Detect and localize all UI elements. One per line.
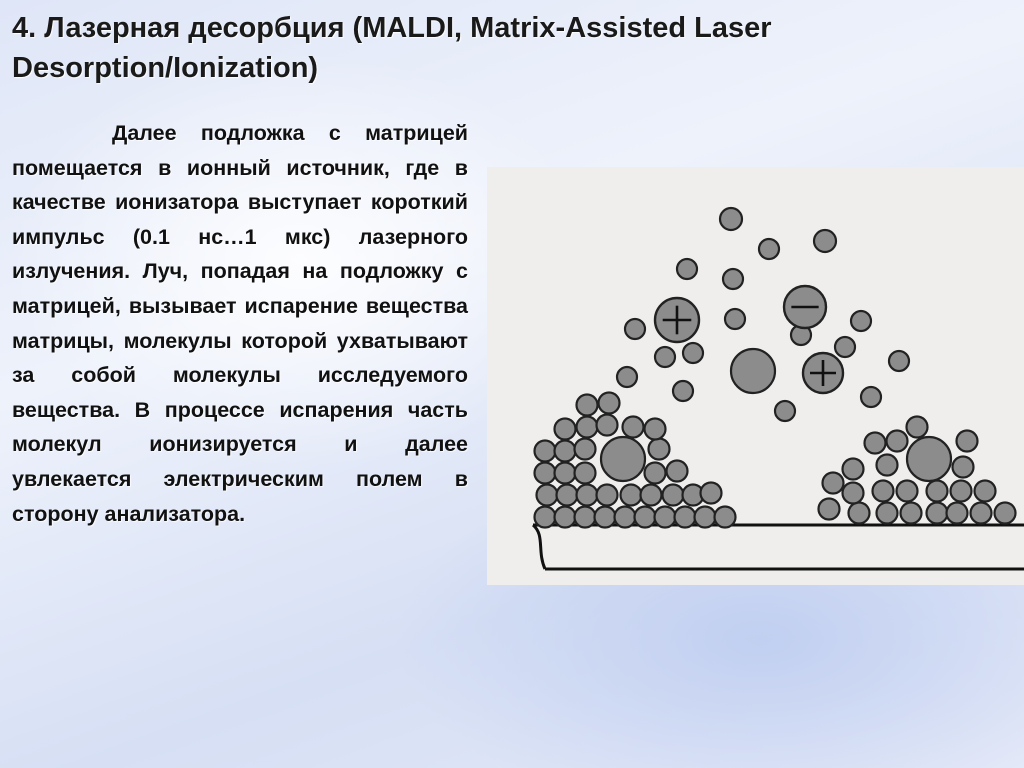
matrix-molecule bbox=[849, 503, 870, 524]
desorbed-molecule bbox=[625, 319, 645, 339]
matrix-molecule bbox=[641, 485, 662, 506]
positive-ion-icon bbox=[655, 298, 699, 342]
matrix-molecule bbox=[843, 483, 864, 504]
matrix-molecule bbox=[877, 455, 898, 476]
desorbed-molecule bbox=[851, 311, 871, 331]
analyte-molecule bbox=[601, 437, 645, 481]
desorbed-molecule bbox=[889, 351, 909, 371]
desorbed-molecule bbox=[617, 367, 637, 387]
matrix-molecule bbox=[843, 459, 864, 480]
matrix-molecule bbox=[577, 417, 598, 438]
desorbed-molecule bbox=[655, 347, 675, 367]
matrix-molecule bbox=[555, 441, 576, 462]
matrix-molecule bbox=[695, 507, 716, 528]
matrix-molecule bbox=[873, 481, 894, 502]
matrix-molecule bbox=[663, 485, 684, 506]
analyte-molecule bbox=[907, 437, 951, 481]
matrix-molecule bbox=[701, 483, 722, 504]
matrix-molecule bbox=[823, 473, 844, 494]
desorbed-molecule bbox=[814, 230, 836, 252]
matrix-molecule bbox=[623, 417, 644, 438]
matrix-molecule bbox=[649, 439, 670, 460]
desorbed-molecule bbox=[835, 337, 855, 357]
matrix-molecule bbox=[555, 507, 576, 528]
matrix-molecule bbox=[535, 507, 556, 528]
matrix-molecule bbox=[621, 485, 642, 506]
matrix-molecule bbox=[865, 433, 886, 454]
matrix-molecule bbox=[597, 415, 618, 436]
desorbed-molecule bbox=[673, 381, 693, 401]
matrix-molecule bbox=[667, 461, 688, 482]
desorbed-molecule bbox=[775, 401, 795, 421]
matrix-molecule bbox=[927, 503, 948, 524]
analyte-molecule bbox=[731, 349, 775, 393]
matrix-molecule bbox=[901, 503, 922, 524]
matrix-molecule bbox=[575, 463, 596, 484]
matrix-molecule bbox=[995, 503, 1016, 524]
matrix-molecule bbox=[615, 507, 636, 528]
matrix-molecule bbox=[947, 503, 968, 524]
desorbed-molecule bbox=[720, 208, 742, 230]
matrix-molecule bbox=[635, 507, 656, 528]
matrix-molecule bbox=[675, 507, 696, 528]
desorbed-molecule bbox=[723, 269, 743, 289]
slide-body-text: Далее подложка с матрицей помещается в ионный источник, где в качестве ионизатора выступает короткий импульс (0.1 нс…1 мкс) лазерного излучения. Луч, попадая на подложку с матрицей, вызывает испарение вещества матрицы, молекулы которой ухватывают за собой молекулы исследуемого вещества. В процессе испарения часть молекул ионизируется и далее увлекается электрическим полем в сторону анализатора. bbox=[12, 121, 468, 526]
matrix-molecule bbox=[951, 481, 972, 502]
desorbed-molecule bbox=[725, 309, 745, 329]
matrix-molecule bbox=[555, 463, 576, 484]
matrix-molecule bbox=[645, 419, 666, 440]
substrate-plate bbox=[533, 525, 1024, 569]
slide-title: 4. Лазерная десорбция (MALDI, Matrix-Assisted Laser Desorption/Ionization) bbox=[12, 12, 772, 84]
desorbed-molecule bbox=[759, 239, 779, 259]
matrix-molecule bbox=[537, 485, 558, 506]
matrix-molecule bbox=[575, 439, 596, 460]
matrix-molecule bbox=[555, 419, 576, 440]
matrix-molecule bbox=[557, 485, 578, 506]
matrix-molecule bbox=[907, 417, 928, 438]
matrix-molecule bbox=[927, 481, 948, 502]
matrix-molecule bbox=[595, 507, 616, 528]
matrix-molecule bbox=[599, 393, 620, 414]
maldi-diagram-svg bbox=[487, 167, 1024, 585]
matrix-molecule bbox=[597, 485, 618, 506]
matrix-molecule bbox=[577, 395, 598, 416]
matrix-molecule bbox=[957, 431, 978, 452]
matrix-molecule bbox=[535, 441, 556, 462]
desorbed-molecule bbox=[683, 343, 703, 363]
matrix-molecule bbox=[535, 463, 556, 484]
desorbed-molecule bbox=[677, 259, 697, 279]
matrix-molecule bbox=[575, 507, 596, 528]
molecule-cloud bbox=[535, 208, 1016, 528]
maldi-diagram bbox=[487, 167, 1024, 585]
matrix-molecule bbox=[887, 431, 908, 452]
matrix-molecule bbox=[897, 481, 918, 502]
matrix-molecule bbox=[715, 507, 736, 528]
matrix-molecule bbox=[877, 503, 898, 524]
matrix-molecule bbox=[819, 499, 840, 520]
matrix-molecule bbox=[953, 457, 974, 478]
positive-ion-icon bbox=[803, 353, 843, 393]
matrix-molecule bbox=[645, 463, 666, 484]
matrix-molecule bbox=[655, 507, 676, 528]
matrix-molecule bbox=[577, 485, 598, 506]
matrix-molecule bbox=[975, 481, 996, 502]
negative-ion-icon bbox=[784, 286, 826, 328]
desorbed-molecule bbox=[861, 387, 881, 407]
matrix-molecule bbox=[971, 503, 992, 524]
